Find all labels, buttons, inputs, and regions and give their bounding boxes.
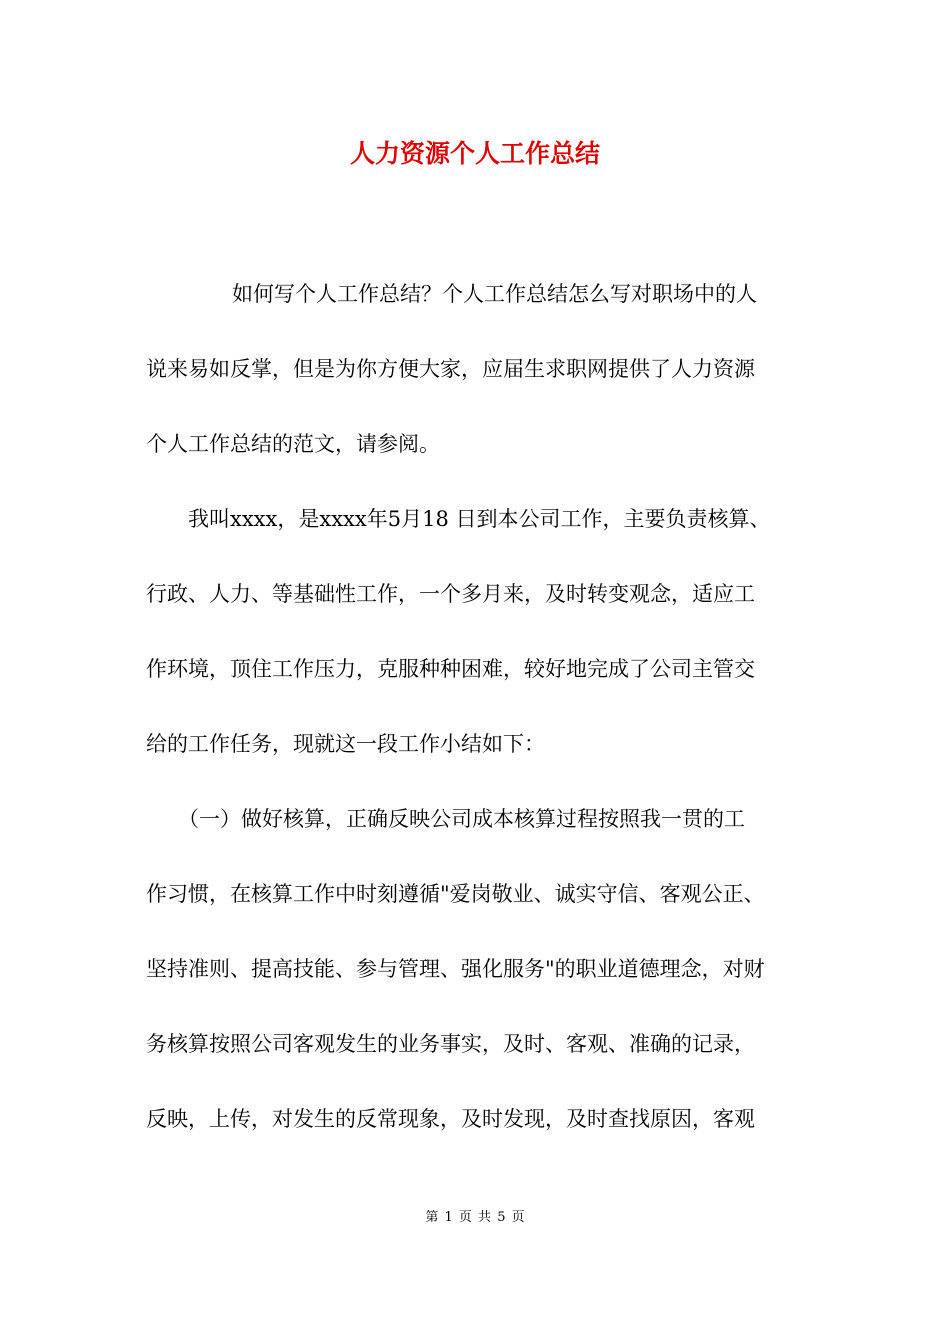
paragraph-line: 我叫xxxx，是xxxx年5月18 日到本公司工作，主要负责核算、 (188, 507, 771, 531)
paragraph-line: 务核算按照公司客观发生的业务事实，及时、客观、准确的记录， (146, 1032, 755, 1056)
paragraph-line: （一）做好核算，正确反映公司成本核算过程按照我一贯的工 (178, 807, 745, 831)
page-footer: 第 1 页 共 5 页 (425, 1210, 525, 1225)
document-title: 人力资源个人工作总结 (349, 139, 600, 168)
paragraph-line: 如何写个人工作总结？个人工作总结怎么写对职场中的人 (232, 282, 757, 306)
paragraph-line: 给的工作任务，现就这一段工作小结如下： (146, 732, 545, 756)
paragraph-line: 作环境，顶住工作压力，克服种种困难，较好地完成了公司主管交 (146, 657, 755, 681)
paragraph-line: 行政、人力、等基础性工作，一个多月来，及时转变观念，适应工 (146, 582, 755, 606)
paragraph-line: 个人工作总结的范文，请参阅。 (146, 432, 440, 456)
paragraph-line: 反映，上传，对发生的反常现象，及时发现，及时查找原因，客观 (146, 1107, 755, 1131)
paragraph-line: 作习惯，在核算工作中时刻遵循"爱岗敬业、诚实守信、客观公正、 (146, 882, 765, 906)
paragraph-line: 坚持准则、提高技能、参与管理、强化服务"的职业道德理念，对财 (146, 957, 765, 981)
paragraph-line: 说来易如反掌，但是为你方便大家，应届生求职网提供了人力资源 (146, 357, 755, 381)
